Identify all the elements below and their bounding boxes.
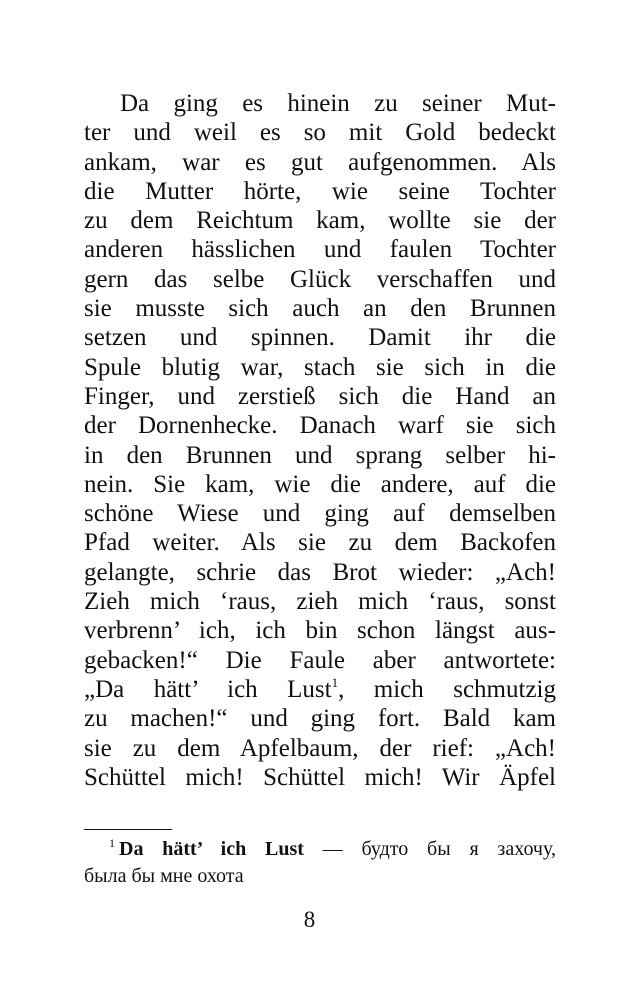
text-line-7: gern das selbe Glück verschaffen und [84, 265, 556, 293]
text-line-21 [84, 675, 556, 704]
text-line-2: ter und weil es so mit Gold bedeckt [84, 119, 556, 147]
text-line-13: in den Brunnen und sprang selber hi- [84, 441, 556, 469]
text-line-1: Da ging es hinein zu seiner Mut- [120, 90, 556, 117]
text-line-11: Finger, und zerstieß sich die Hand an [84, 382, 556, 410]
footnote-term: Da hätt’ ich Lust [119, 838, 304, 860]
footnote-marker: 1 [109, 836, 115, 850]
page-number: 8 [303, 907, 316, 932]
footnote-translation-1: — будто бы я захочу, [303, 838, 556, 860]
text-line-4: die Mutter hörte, wie seine Tochter [84, 177, 556, 205]
text-line-21-after: , mich schmutzig [338, 675, 556, 703]
text-line-14: nein. Sie kam, wie die andere, auf die [84, 470, 556, 498]
text-line-8: sie musste sich auch an den Brunnen [84, 295, 556, 323]
text-line-5: zu dem Reichtum kam, wollte sie der [84, 207, 556, 235]
footnote-line-1 [84, 836, 556, 863]
text-line-22: zu machen!“ und ging fort. Bald kam [84, 705, 556, 733]
text-line-18: Zieh mich ‘raus, zieh mich ‘raus, sonst [84, 588, 556, 616]
footnote-reference: 1 [331, 674, 339, 690]
text-line-23: sie zu dem Apfelbaum, der rief: „Ach! [84, 734, 556, 762]
footnote-separator [84, 829, 172, 830]
footnote-line-2: была бы мне охота [84, 865, 244, 887]
text-line-24: Schüttel mich! Schüttel mich! Wir Äpfel [84, 763, 556, 791]
text-line-10: Spule blutig war, stach sie sich in die [84, 353, 556, 381]
text-line-20: gebacken!“ Die Faule aber antwortete: [84, 646, 556, 674]
text-line-9: setzen und spinnen. Damit ihr die [84, 324, 556, 352]
text-line-6: anderen hässlichen und faulen Tochter [84, 236, 556, 264]
text-line-16: Pfad weiter. Als sie zu dem Backofen [84, 529, 556, 557]
text-line-17: gelangte, schrie das Brot wieder: „Ach! [84, 558, 556, 586]
text-line-19: verbrenn’ ich, ich bin schon längst aus- [84, 617, 556, 645]
footnote [84, 836, 556, 890]
main-text [84, 89, 556, 792]
text-line-3: ankam, war es gut aufgenommen. Als [84, 148, 556, 176]
text-line-21-before: „Da hätt’ ich Lust [84, 675, 332, 703]
text-line-15: schöne Wiese und ging auf demselben [84, 500, 556, 528]
text-line-12: der Dornenhecke. Danach warf sie sich [84, 412, 556, 440]
